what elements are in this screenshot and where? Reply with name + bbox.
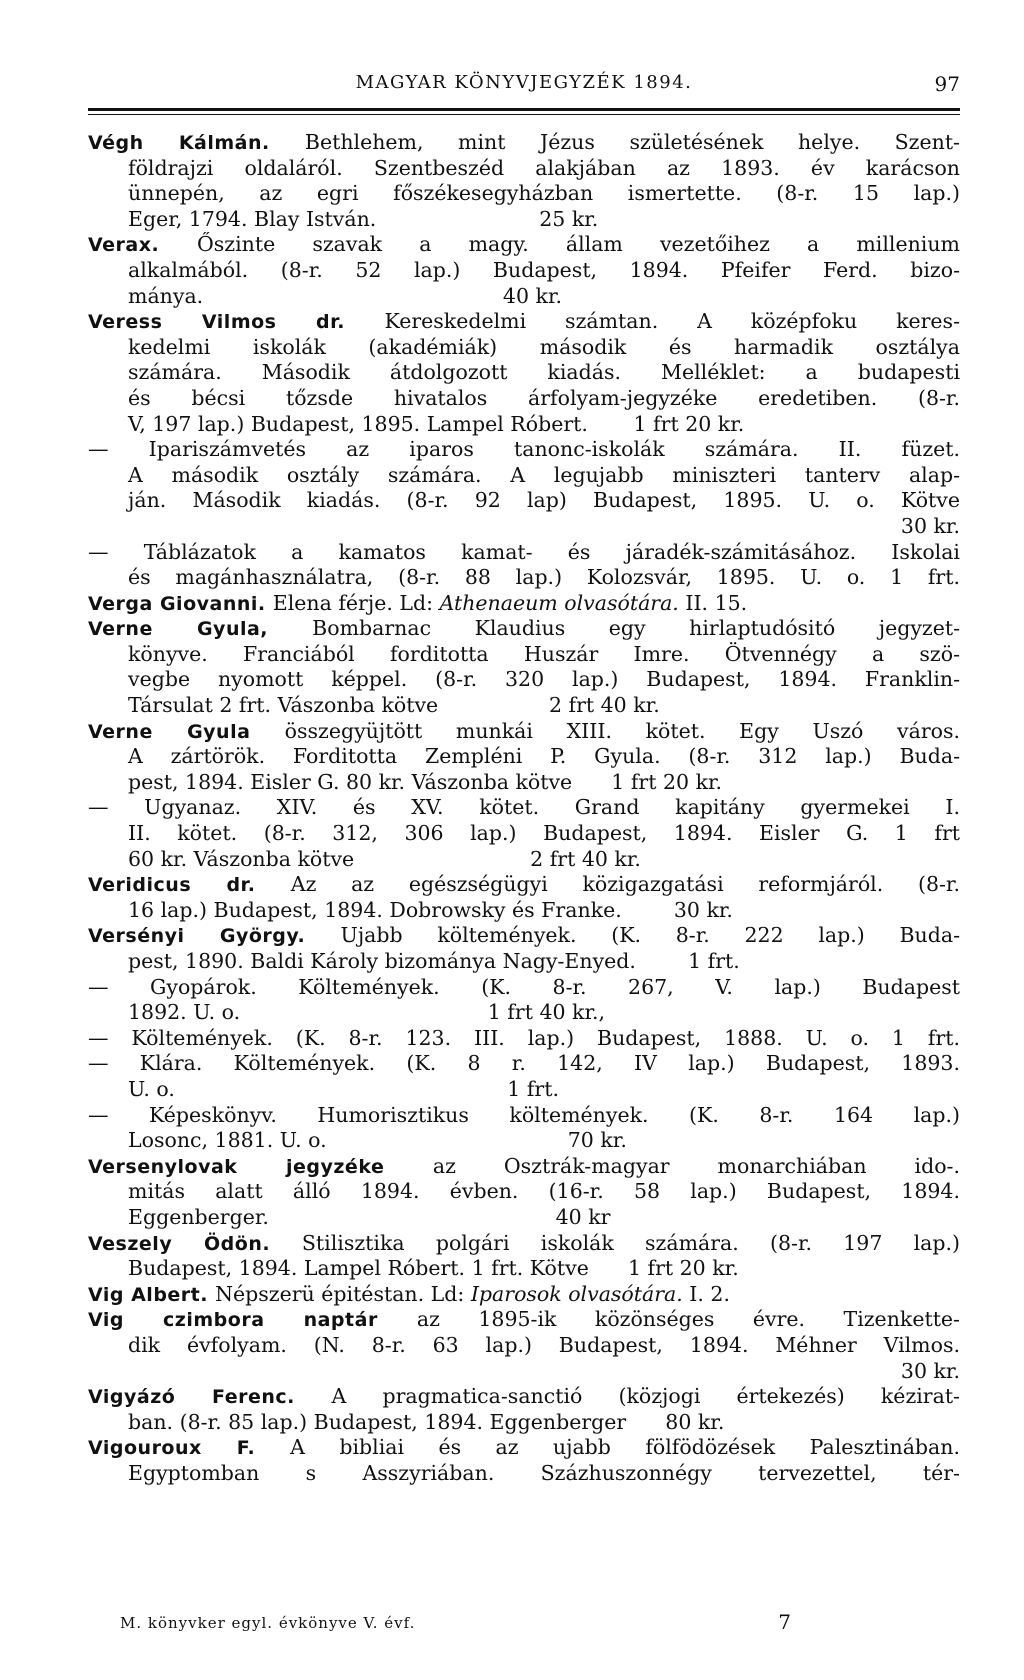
bibliography-text — [88, 130, 960, 1486]
entry-text: földrajzi oldaláról. Szentbeszéd alakjában az 1893. év karácson — [128, 155, 960, 180]
text-line — [88, 540, 960, 566]
text-line — [88, 667, 960, 693]
text-line — [88, 1179, 960, 1205]
text-line — [88, 898, 960, 924]
entry-text: — Ipariszámvetés az iparos tanonc-iskolák számára. II. füzet. — [88, 437, 960, 462]
entry-author: Veszely Ödön. — [88, 1232, 302, 1255]
entry-text: 30 kr. — [900, 513, 960, 538]
text-line — [88, 1051, 960, 1077]
text-line — [88, 156, 960, 182]
entry-author: Végh Kálmán. — [88, 132, 305, 154]
entry-text: ján. Második kiadás. (8-r. 92 lap) Budapest, 1895. U. o. Kötve — [128, 488, 960, 513]
text-line — [88, 1231, 960, 1257]
entry-text: — Gyopárok. Költemények. (K. 8-r. 267, V. lap.) Budapest — [88, 974, 960, 999]
header-title: MAGYAR KÖNYVJEGYZÉK 1894. — [355, 72, 693, 93]
entry-text: Stilisztika polgári iskolák számára. (8-r. 197 lap.) — [301, 1230, 960, 1255]
entry-text: 30 kr. — [900, 1358, 960, 1383]
footer-signature: M. könyvker egyl. évkönyve V. évf. — [120, 1614, 416, 1632]
text-line — [88, 360, 960, 386]
entry-text: Ujabb költemények. (K. 8-r. 222 lap.) Buda- — [340, 923, 960, 948]
text-line — [88, 1359, 960, 1385]
text-line — [88, 309, 960, 335]
entry-text: — Költemények. (K. 8-r. 123. III. lap.) Budapest, 1888. U. o. 1 frt. — [88, 1025, 960, 1050]
text-line — [88, 488, 960, 514]
entry-text: Az az egészségügyi közigazgatási reformjáról. (8-r. — [290, 872, 960, 897]
entry-text: Egyptomban s Asszyriában. Százhuszonnégy tervezettel, tér- — [128, 1460, 960, 1485]
entry-text: mánya. 40 kr. — [128, 283, 563, 308]
entry-text: dik évfolyam. (N. 8-r. 63 lap.) Budapest, 1894. Méhner Vilmos. — [128, 1332, 960, 1357]
text-line — [88, 795, 960, 821]
text-line — [88, 284, 960, 310]
text-line — [88, 1128, 960, 1154]
header-rule — [88, 108, 960, 111]
entry-text: Eggenberger. 40 kr — [128, 1204, 611, 1229]
series-title: Iparosok olvasótára. — [470, 1281, 683, 1306]
entry-author: Veress Vilmos dr. — [88, 311, 385, 334]
text-line — [88, 744, 960, 770]
text-line — [88, 591, 960, 617]
entry-text: 1892. U. o. 1 frt 40 kr., — [128, 1000, 606, 1025]
text-line — [88, 232, 960, 258]
entry-text: 60 kr. Vászonba kötve 2 frt 40 kr. — [128, 846, 641, 871]
text-line — [88, 1435, 960, 1461]
text-line — [88, 847, 960, 873]
entry-text: kedelmi iskolák (akadémiák) második és harmadik osztálya — [128, 334, 960, 359]
text-line — [88, 437, 960, 463]
text-line — [88, 1026, 960, 1052]
text-line — [88, 1410, 960, 1436]
entry-text: II. kötet. (8-r. 312, 306 lap.) Budapest, 1894. Eisler G. 1 frt — [128, 821, 960, 846]
entry-text: Bethlehem, mint Jézus születésének helye. Szent- — [304, 130, 960, 154]
entry-text: ünnepén, az egri főszékesegyházban ismertette. (8-r. 15 lap.) — [128, 181, 960, 206]
text-line — [88, 335, 960, 361]
entry-author: Vigyázó Ferenc. — [88, 1386, 332, 1409]
text-line — [88, 258, 960, 284]
entry-text: alkalmából. (8-r. 52 lap.) Budapest, 1894. Pfeifer Ferd. bizo- — [128, 257, 960, 282]
entry-author: Versényi György. — [88, 925, 341, 948]
text-line — [88, 1282, 960, 1308]
text-line — [88, 1103, 960, 1129]
entry-text: A pragmatica-sanctió (közjogi értekezés) kézirat- — [331, 1384, 960, 1409]
entry-text: Losonc, 1881. U. o. 70 kr. — [128, 1128, 627, 1153]
entry-text: Társulat 2 frt. Vászonba kötve 2 frt 40 kr. — [128, 693, 660, 718]
entry-text: az Osztrák-magyar monarchiában ido-. — [432, 1153, 960, 1178]
text-line — [88, 1384, 960, 1410]
entry-text: Népszerü épitéstan. Ld: — [215, 1281, 471, 1306]
page-footer — [120, 1610, 792, 1638]
entry-text: és magánhasználatra, (8-r. 88 lap.) Kolozsvár, 1895. U. o. 1 frt. — [128, 565, 960, 590]
text-line — [88, 872, 960, 898]
entry-text: összegyüjtött munkái XIII. kötet. Egy Uszó város. — [284, 718, 960, 743]
text-line — [88, 1461, 960, 1487]
entry-author: Vig Albert. — [88, 1283, 216, 1306]
footer-sheet-number: 7 — [778, 1610, 792, 1634]
text-line — [88, 130, 960, 156]
text-line — [88, 565, 960, 591]
entry-text: A zártörök. Forditotta Zempléni P. Gyula. (8-r. 312 lap.) Buda- — [128, 744, 960, 769]
entry-text: U. o. 1 frt. — [128, 1076, 559, 1101]
text-line — [88, 1333, 960, 1359]
text-line — [88, 1077, 960, 1103]
entry-text: A bibliai és az ujabb fölfödözések Palesztinában. — [290, 1435, 960, 1460]
entry-author: Veridicus dr. — [88, 874, 291, 897]
entry-text: Bombarnac Klaudius egy hirlaptudósitó jegyzet- — [312, 616, 960, 641]
entry-author: Vig czimbora naptár — [88, 1309, 417, 1332]
entry-author: Versenylovak jegyzéke — [88, 1155, 433, 1178]
entry-text: pest, 1894. Eisler G. 80 kr. Vászonba kötve 1 frt 20 kr. — [128, 769, 723, 794]
running-header — [88, 72, 960, 102]
entry-text: Elena férje. Ld: — [272, 590, 440, 615]
text-line — [88, 719, 960, 745]
entry-author: Verga Giovanni. — [88, 592, 273, 615]
text-line — [88, 1154, 960, 1180]
entry-text: — Táblázatok a kamatos kamat- és járadék-számitásához. Iskolai — [88, 539, 960, 564]
text-line — [88, 1307, 960, 1333]
entry-text: pest, 1890. Baldi Károly bizománya Nagy-Enyed. 1 frt. — [128, 949, 740, 973]
text-line — [88, 1000, 960, 1026]
entry-text: — Klára. Költemények. (K. 8 r. 142, IV lap.) Budapest, 1893. — [88, 1051, 960, 1076]
page-number: 97 — [934, 72, 960, 96]
entry-text: Kereskedelmi számtan. A középfoku keres- — [384, 309, 960, 334]
entry-text: Budapest, 1894. Lampel Róbert. 1 frt. Kötve 1 frt 20 kr. — [128, 1256, 739, 1281]
text-line — [88, 975, 960, 1001]
entry-text: — Ugyanaz. XIV. és XV. kötet. Grand kapitány gyermekei I. — [88, 795, 960, 820]
entry-text: vegbe nyomott képpel. (8-r. 320 lap.) Budapest, 1894. Franklin- — [128, 667, 960, 692]
text-line — [88, 616, 960, 642]
text-line — [88, 207, 960, 233]
entry-text: 16 lap.) Budapest, 1894. Dobrowsky és Franke. 30 kr. — [128, 897, 733, 922]
entry-text: — Képeskönyv. Humorisztikus költemények. (K. 8-r. 164 lap.) — [88, 1102, 960, 1127]
entry-author: Verne Gyula, — [88, 618, 313, 641]
entry-text: II. 15. — [678, 590, 748, 615]
text-line — [88, 642, 960, 668]
entry-text: ban. (8-r. 85 lap.) Budapest, 1894. Eggenberger 80 kr. — [128, 1409, 725, 1434]
text-line — [88, 1205, 960, 1231]
entry-text: könyve. Franciából forditotta Huszár Imre. Ötvennégy a szö- — [128, 641, 960, 666]
entry-text: I. 2. — [682, 1281, 730, 1306]
text-line — [88, 386, 960, 412]
text-line — [88, 412, 960, 438]
entry-text: az 1895-ik közönséges évre. Tizenkette- — [416, 1307, 960, 1332]
text-line — [88, 693, 960, 719]
entry-text: A második osztály számára. A legujabb miniszteri tanterv alap- — [128, 462, 960, 487]
entry-text: Őszinte szavak a magy. állam vezetőihez a millenium — [196, 232, 960, 257]
text-line — [88, 821, 960, 847]
text-line — [88, 514, 960, 540]
text-line — [88, 463, 960, 489]
text-line — [88, 181, 960, 207]
entry-author: Verax. — [88, 234, 197, 257]
entry-text: Eger, 1794. Blay István. 25 kr. — [128, 206, 599, 231]
entry-author: Verne Gyula — [88, 720, 285, 743]
text-line — [88, 949, 960, 975]
series-title: Athenaeum olvasótára. — [439, 590, 679, 615]
entry-text: számára. Második átdolgozott kiadás. Melléklet: a budapesti — [128, 360, 960, 385]
entry-author: Vigouroux F. — [88, 1437, 291, 1460]
entry-text: V, 197 lap.) Budapest, 1895. Lampel Róbert. 1 frt 20 kr. — [128, 411, 745, 436]
text-line — [88, 1256, 960, 1282]
entry-text: és bécsi tőzsde hivatalos árfolyam-jegyzéke eredetiben. (8-r. — [128, 385, 960, 410]
entry-text: mitás alatt álló 1894. évben. (16-r. 58 lap.) Budapest, 1894. — [128, 1179, 960, 1204]
text-line — [88, 923, 960, 949]
text-line — [88, 770, 960, 796]
